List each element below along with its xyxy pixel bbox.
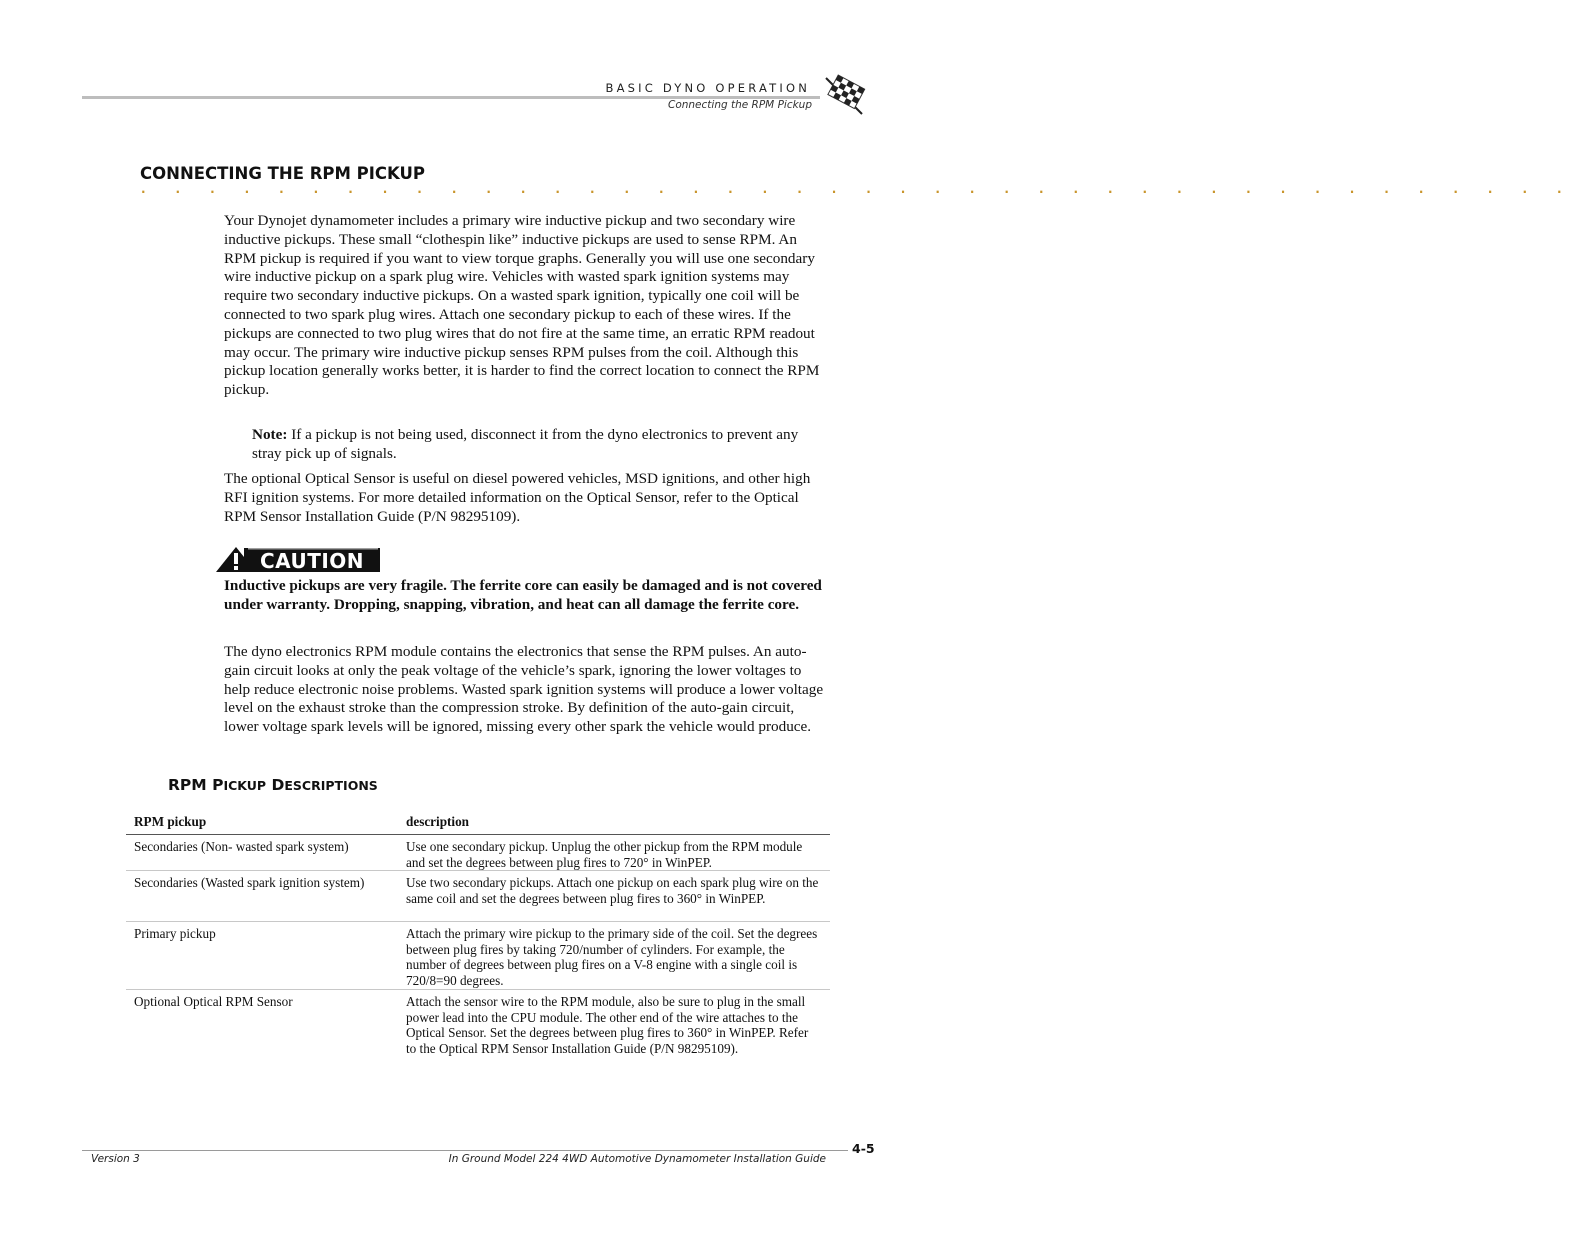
subheading-part-2: ICKUP <box>223 778 267 793</box>
table-header <box>126 814 830 835</box>
subheading-part-3: D <box>266 776 285 794</box>
caution-label: CAUTION <box>259 549 365 573</box>
subsection-heading <box>168 776 378 794</box>
rpm-module-paragraph: The dyno electronics RPM module contains the electronics that sense the RPM pulses. An auto-gain circuit looks at only the peak voltage of the vehicle’s spark, ignoring the lower voltages to help reduce electronic noise problems. Wasted spark ignition systems will produce a lower voltage level on the exhaust stroke than the compression stroke. By definition of the auto-gain circuit, lower voltage spark levels will be ignored, missing every other spark the vehicle would produce. <box>224 643 824 736</box>
subheading-part-1: RPM P <box>168 776 224 794</box>
table-cell-description: Attach the primary wire pickup to the primary side of the coil. Set the degrees between plug fires by taking 720/number of cylinders. For example, the number of degrees between plug fires on a V-8 engine with a single coil is 720/8=90 degrees. <box>406 926 818 989</box>
caution-text: Inductive pickups are very fragile. The ferrite core can easily be damaged and is not covered under warranty. Dropping, snapping, vibration, and heat can all damage the ferrite core. <box>224 577 822 613</box>
page-number: 4-5 <box>852 1141 875 1156</box>
table-cell-description: Use two secondary pickups. Attach one pickup on each spark plug wire on the same coil and set the degrees between plug fires to 360° in WinPEP. <box>406 875 819 906</box>
table-cell-description: Attach the sensor wire to the RPM module, also be sure to plug in the small power lead into the CPU module. The other end of the wire attaches to the Optical Sensor. Set the degrees between plug fires to 360° in WinPEP. Refer to the Optical RPM Sensor Installation Guide (P/N 98295109). <box>406 994 809 1057</box>
footer-version: Version 3 <box>91 1153 140 1165</box>
table-row <box>126 922 830 990</box>
footer-guide-title: In Ground Model 224 4WD Automotive Dynamometer Installation Guide <box>448 1153 826 1165</box>
running-header-section: BASIC DYNO OPERATION <box>605 81 810 95</box>
running-header-subsection: Connecting the RPM Pickup <box>667 99 812 111</box>
section-heading: CONNECTING THE RPM PICKUP <box>140 164 425 183</box>
note-label: Note: <box>252 426 288 443</box>
note-paragraph <box>252 426 822 464</box>
subheading-part-4: ESCRIPTIONS <box>284 778 378 793</box>
table-row <box>126 835 830 871</box>
table-cell-pickup: Primary pickup <box>134 926 216 941</box>
table-row <box>126 871 830 922</box>
table-row <box>126 990 830 1074</box>
dotted-divider: . . . . . . . . . . . . . . . . . . . . . . . . . . . . . . . . . . . . . . . . . . <box>141 182 1574 196</box>
column-header-pickup: RPM pickup <box>134 814 207 829</box>
column-header-description: description <box>406 814 470 829</box>
caution-banner <box>214 545 380 574</box>
checkered-flag-icon <box>822 76 866 116</box>
intro-paragraph: Your Dynojet dynamometer includes a primary wire inductive pickup and two secondary wire inductive pickups. These small “clothespin like” inductive pickups are used to sense RPM. An RPM pickup is required if you want to view torque graphs. Generally you will use one secondary wire inductive pickup on a spark plug wire. Vehicles with wasted spark ignition systems may require two secondary inductive pickups. On a wasted spark ignition, typically one coil will be connected to two spark plug wires. Attach one secondary pickup to each of these wires. If the pickups are connected to two plug wires that do not fire at the same time, an erratic RPM readout may occur. The primary wire inductive pickup senses RPM pulses from the coil. Although this pickup location generally works better, it is harder to find the correct location to connect the RPM pickup. <box>224 212 820 399</box>
table-cell-description: Use one secondary pickup. Unplug the other pickup from the RPM module and set the degrees between plug fires to 720° in WinPEP. <box>406 839 803 870</box>
table-cell-pickup: Secondaries (Non- wasted spark system) <box>134 839 349 854</box>
table-cell-pickup: Secondaries (Wasted spark ignition system) <box>134 875 365 890</box>
note-text: If a pickup is not being used, disconnect it from the dyno electronics to prevent any stray pick up of signals. <box>252 426 799 462</box>
optical-sensor-paragraph: The optional Optical Sensor is useful on diesel powered vehicles, MSD ignitions, and other high RFI ignition systems. For more detailed information on the Optical Sensor, refer to the Optical RPM Sensor Installation Guide (P/N 98295109). <box>224 470 811 525</box>
footer-rule <box>82 1150 848 1151</box>
table-cell-pickup: Optional Optical RPM Sensor <box>134 994 293 1009</box>
rpm-pickup-table <box>126 814 830 1074</box>
